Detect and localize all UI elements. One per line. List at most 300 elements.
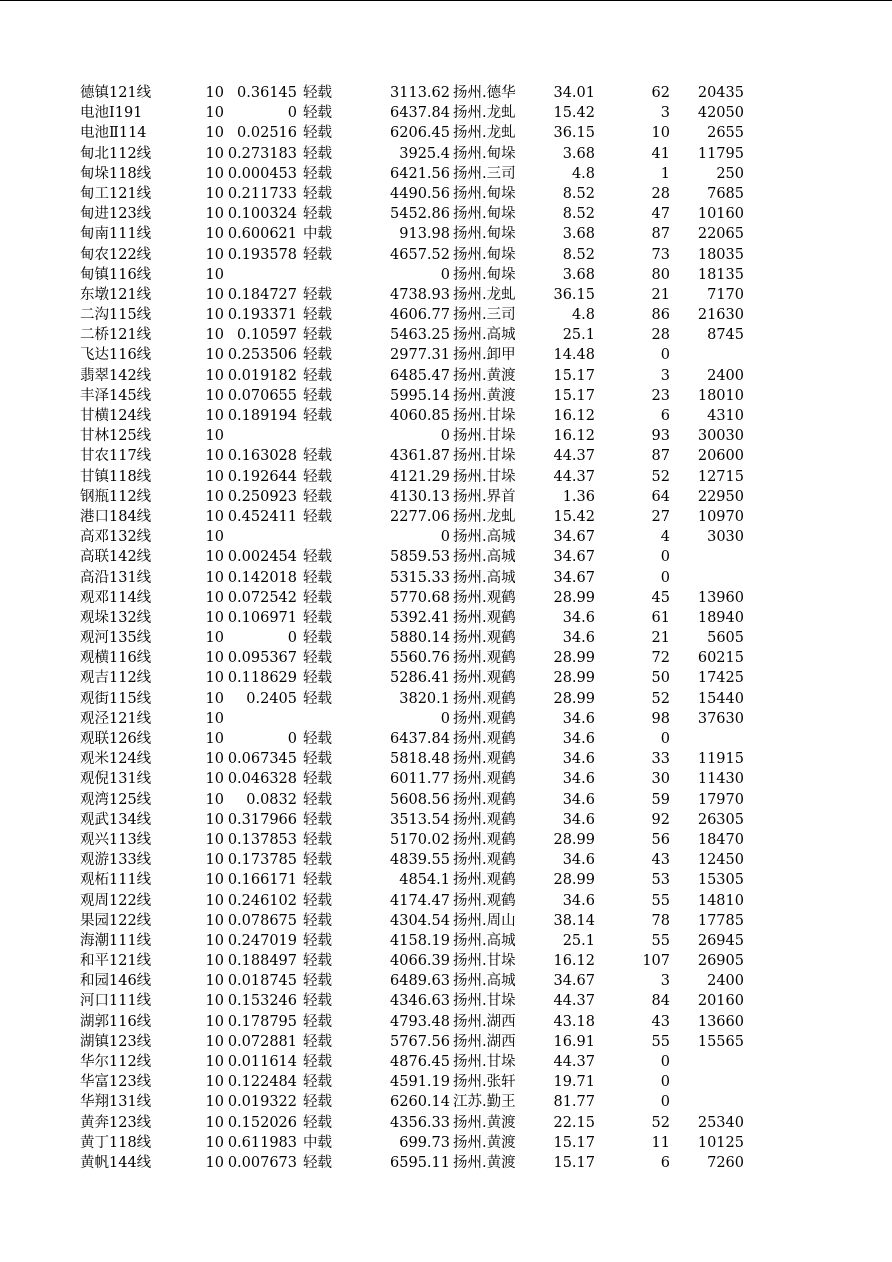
- transformer-capacity-cell: 38.14: [553, 912, 595, 929]
- load-status-cell: 轻载: [303, 690, 332, 707]
- capacity-margin-cell: 3513.54: [390, 811, 450, 828]
- voltage-cell: 10: [205, 1033, 224, 1050]
- transformer-capacity-cell: 22.15: [553, 1114, 595, 1131]
- transformer-count-cell: 6: [660, 408, 670, 424]
- substation-cell: 扬州.甘垛: [453, 428, 516, 445]
- transformer-count-cell: 62: [651, 85, 670, 101]
- table-row: [80, 204, 780, 224]
- voltage-cell: 10: [205, 1074, 224, 1091]
- load-status-cell: 轻载: [303, 609, 332, 626]
- load-ratio-cell: 0.188497: [227, 953, 297, 970]
- transformer-count-cell: 86: [651, 307, 670, 324]
- installed-capacity-cell: 12715: [697, 468, 744, 485]
- installed-capacity-cell: [680, 729, 744, 749]
- installed-capacity-cell: 10160: [697, 206, 744, 223]
- installed-capacity-cell: 25340: [697, 1114, 744, 1131]
- load-ratio-cell: 0.10597: [237, 327, 297, 344]
- table-row: [80, 628, 780, 648]
- line-name-cell: 观垛132线: [80, 609, 151, 626]
- transformer-capacity-cell: 28.99: [553, 690, 595, 707]
- transformer-count-cell: 53: [651, 872, 670, 889]
- transformer-capacity-cell: 36.15: [553, 125, 595, 142]
- load-status-cell: 轻载: [303, 307, 332, 324]
- line-name-cell: 黄帆144线: [80, 1154, 151, 1171]
- load-status-cell: 轻载: [303, 1094, 332, 1111]
- voltage-cell: 10: [205, 710, 224, 727]
- transformer-capacity-cell: 28.99: [553, 872, 595, 889]
- line-name-cell: 河口111线: [80, 993, 151, 1010]
- substation-cell: 扬州.龙虬: [453, 286, 516, 303]
- transformer-count-cell: 43: [651, 1013, 670, 1030]
- load-ratio-cell: 0.070655: [227, 387, 297, 404]
- line-name-cell: 观河135线: [80, 630, 151, 647]
- transformer-capacity-cell: 19.71: [553, 1074, 595, 1091]
- transformer-capacity-cell: 44.37: [553, 448, 595, 465]
- voltage-cell: 10: [205, 468, 224, 485]
- load-status-cell: 轻载: [303, 145, 332, 162]
- table-row: [80, 103, 780, 123]
- installed-capacity-cell: 7685: [707, 185, 744, 202]
- table-row: [80, 790, 780, 810]
- installed-capacity-cell: 20600: [697, 448, 744, 465]
- voltage-cell: 10: [205, 286, 224, 303]
- load-ratio-cell: [224, 527, 297, 547]
- transformer-capacity-cell: 81.77: [553, 1094, 595, 1111]
- installed-capacity-cell: 11430: [697, 771, 744, 788]
- line-name-cell: 甘镇118线: [80, 468, 151, 485]
- voltage-cell: 10: [205, 327, 224, 344]
- voltage-cell: 10: [205, 932, 224, 949]
- capacity-margin-cell: 5995.14: [390, 387, 450, 404]
- table-row: [80, 224, 780, 244]
- voltage-cell: 10: [205, 1154, 224, 1171]
- load-ratio-cell: 0.067345: [227, 751, 297, 768]
- installed-capacity-cell: 21630: [697, 307, 744, 324]
- capacity-margin-cell: 6437.84: [390, 105, 450, 122]
- substation-cell: 扬州.观鹤: [453, 791, 516, 808]
- installed-capacity-cell: 20160: [697, 993, 744, 1010]
- substation-cell: 扬州.高城: [453, 569, 516, 586]
- load-status-cell: 轻载: [303, 1013, 332, 1030]
- voltage-cell: 10: [205, 993, 224, 1010]
- installed-capacity-cell: 15305: [697, 872, 744, 889]
- voltage-cell: 10: [205, 508, 224, 525]
- transformer-count-cell: 61: [651, 609, 670, 626]
- transformer-capacity-cell: 14.48: [553, 347, 595, 364]
- capacity-margin-cell: 4738.93: [390, 286, 450, 303]
- table-row: [80, 951, 780, 971]
- table-row: [80, 547, 780, 567]
- load-status-cell: 轻载: [303, 165, 332, 182]
- load-ratio-cell: 0.142018: [227, 569, 297, 586]
- table-row: [80, 527, 780, 547]
- transformer-capacity-cell: 34.6: [562, 609, 595, 626]
- voltage-cell: 10: [205, 1114, 224, 1131]
- transformer-count-cell: 84: [651, 993, 670, 1010]
- table-row: [80, 1032, 780, 1052]
- voltage-cell: 10: [205, 690, 224, 707]
- transformer-count-cell: 55: [651, 892, 670, 909]
- line-name-cell: 观米124线: [80, 751, 151, 768]
- table-row: [80, 446, 780, 466]
- line-name-cell: 黄丁118线: [80, 1134, 151, 1151]
- transformer-capacity-cell: 44.37: [553, 1054, 595, 1070]
- load-status-cell: 轻载: [303, 912, 332, 929]
- substation-cell: 扬州.高城: [453, 932, 516, 949]
- load-status-cell: 轻载: [303, 731, 332, 747]
- transformer-capacity-cell: 34.67: [553, 973, 595, 990]
- transformer-count-cell: 10: [651, 125, 670, 142]
- table-row: [80, 406, 780, 426]
- load-status-cell: [303, 527, 343, 547]
- transformer-capacity-cell: 3.68: [562, 145, 595, 162]
- transformer-capacity-cell: 15.42: [553, 105, 595, 122]
- table-row: [80, 507, 780, 527]
- table-row: [80, 729, 780, 749]
- load-ratio-cell: 0: [287, 105, 297, 122]
- transformer-count-cell: 0: [660, 347, 670, 364]
- substation-cell: 扬州.甸垛: [453, 226, 516, 243]
- line-name-cell: 甘林125线: [80, 428, 151, 445]
- capacity-margin-cell: 3925.4: [399, 145, 450, 162]
- transformer-count-cell: 27: [651, 508, 670, 525]
- line-name-cell: 甸镇116线: [80, 266, 151, 283]
- table-row: [80, 1133, 780, 1153]
- line-name-cell: 湖郭116线: [80, 1013, 151, 1030]
- load-status-cell: 轻载: [303, 569, 332, 586]
- substation-cell: 扬州.高城: [453, 529, 516, 546]
- load-ratio-cell: 0.163028: [227, 448, 297, 465]
- load-status-cell: 轻载: [303, 549, 332, 566]
- page-top-border: [0, 0, 892, 1]
- load-status-cell: 轻载: [303, 185, 332, 202]
- voltage-cell: 10: [205, 165, 224, 182]
- line-name-cell: 果园122线: [80, 912, 151, 929]
- substation-cell: 扬州.黄渡: [453, 1114, 516, 1131]
- transformer-capacity-cell: 43.18: [553, 1013, 595, 1030]
- load-status-cell: 轻载: [303, 650, 332, 667]
- installed-capacity-cell: [680, 1052, 744, 1072]
- transformer-capacity-cell: 1.36: [562, 488, 595, 505]
- load-status-cell: 轻载: [303, 85, 332, 101]
- transformer-capacity-cell: 34.6: [562, 751, 595, 768]
- load-ratio-cell: [224, 265, 297, 285]
- load-ratio-cell: 0.173785: [227, 852, 297, 869]
- voltage-cell: 10: [205, 549, 224, 566]
- installed-capacity-cell: [680, 1092, 744, 1112]
- capacity-margin-cell: 4591.19: [390, 1074, 450, 1091]
- substation-cell: 扬州.黄渡: [453, 387, 516, 404]
- voltage-cell: 10: [205, 1054, 224, 1070]
- substation-cell: 扬州.周山: [453, 912, 516, 929]
- table-row: [80, 830, 780, 850]
- transformer-capacity-cell: 28.99: [553, 831, 595, 848]
- installed-capacity-cell: 11915: [697, 751, 744, 768]
- substation-cell: 扬州.甸垛: [453, 246, 516, 263]
- voltage-cell: 10: [205, 872, 224, 889]
- line-name-cell: 观倪131线: [80, 771, 151, 788]
- voltage-cell: 10: [205, 408, 224, 424]
- capacity-margin-cell: 6206.45: [390, 125, 450, 142]
- load-status-cell: 轻载: [303, 993, 332, 1010]
- substation-cell: 扬州.甘垛: [453, 993, 516, 1010]
- substation-cell: 扬州.观鹤: [453, 831, 516, 848]
- load-ratio-cell: 0.192644: [227, 468, 297, 485]
- transformer-count-cell: 52: [651, 468, 670, 485]
- line-name-cell: 湖镇123线: [80, 1033, 151, 1050]
- capacity-margin-cell: 2277.06: [390, 508, 450, 525]
- transformer-count-cell: 11: [651, 1134, 670, 1151]
- line-name-cell: 电池Ⅰ191: [80, 105, 143, 122]
- capacity-margin-cell: 0: [440, 428, 450, 445]
- voltage-cell: 10: [205, 246, 224, 263]
- substation-cell: 扬州.卸甲: [453, 347, 516, 364]
- capacity-margin-cell: 0: [440, 710, 450, 727]
- transformer-count-cell: 1: [660, 165, 670, 182]
- load-status-cell: 轻载: [303, 367, 332, 384]
- load-status-cell: 轻载: [303, 932, 332, 949]
- substation-cell: 扬州.界首: [453, 488, 516, 505]
- load-ratio-cell: 0.095367: [227, 650, 297, 667]
- substation-cell: 江苏.勤王: [453, 1094, 516, 1111]
- line-name-cell: 甸北112线: [80, 145, 151, 162]
- installed-capacity-cell: 10125: [697, 1134, 744, 1151]
- capacity-margin-cell: 4361.87: [390, 448, 450, 465]
- transformer-capacity-cell: 44.37: [553, 993, 595, 1010]
- line-name-cell: 甸进123线: [80, 206, 151, 223]
- load-ratio-cell: 0.137853: [227, 831, 297, 848]
- transformer-count-cell: 41: [651, 145, 670, 162]
- substation-cell: 扬州.黄渡: [453, 1134, 516, 1151]
- installed-capacity-cell: 17970: [697, 791, 744, 808]
- transformer-count-cell: 52: [651, 1114, 670, 1131]
- load-status-cell: 轻载: [303, 872, 332, 889]
- substation-cell: 扬州.观鹤: [453, 690, 516, 707]
- transformer-capacity-cell: 15.17: [553, 367, 595, 384]
- transformer-count-cell: 30: [651, 771, 670, 788]
- installed-capacity-cell: 7170: [707, 286, 744, 303]
- capacity-margin-cell: 5770.68: [390, 589, 450, 606]
- transformer-count-cell: 73: [651, 246, 670, 263]
- capacity-margin-cell: 4657.52: [390, 246, 450, 263]
- voltage-cell: 10: [205, 529, 224, 546]
- installed-capacity-cell: 37630: [697, 710, 744, 727]
- load-ratio-cell: 0.018745: [227, 973, 297, 990]
- line-name-cell: 钢瓶112线: [80, 488, 151, 505]
- capacity-margin-cell: 4158.19: [390, 932, 450, 949]
- load-status-cell: 轻载: [303, 811, 332, 828]
- line-name-cell: 二沟115线: [80, 307, 151, 324]
- table-row: [80, 184, 780, 204]
- spreadsheet-table: [80, 83, 780, 1173]
- voltage-cell: 10: [205, 731, 224, 747]
- capacity-margin-cell: 5818.48: [390, 751, 450, 768]
- load-ratio-cell: 0.152026: [227, 1114, 297, 1131]
- load-status-cell: 中载: [303, 1134, 332, 1151]
- line-name-cell: 华翔131线: [80, 1094, 151, 1111]
- installed-capacity-cell: 12450: [697, 852, 744, 869]
- transformer-capacity-cell: 34.6: [562, 791, 595, 808]
- load-ratio-cell: 0.36145: [237, 85, 297, 101]
- capacity-margin-cell: 4356.33: [390, 1114, 450, 1131]
- load-status-cell: 轻载: [303, 953, 332, 970]
- capacity-margin-cell: 5315.33: [390, 569, 450, 586]
- transformer-count-cell: 3: [660, 367, 670, 384]
- load-status-cell: 轻载: [303, 448, 332, 465]
- installed-capacity-cell: 3030: [707, 529, 744, 546]
- transformer-capacity-cell: 28.99: [553, 670, 595, 687]
- load-status-cell: 轻载: [303, 1054, 332, 1070]
- voltage-cell: 10: [205, 751, 224, 768]
- transformer-capacity-cell: 15.17: [553, 387, 595, 404]
- load-status-cell: [303, 265, 343, 285]
- table-row: [80, 971, 780, 991]
- substation-cell: 扬州.龙虬: [453, 125, 516, 142]
- table-row: [80, 891, 780, 911]
- substation-cell: 扬州.高城: [453, 973, 516, 990]
- transformer-capacity-cell: 34.67: [553, 549, 595, 566]
- transformer-count-cell: 28: [651, 185, 670, 202]
- transformer-count-cell: 45: [651, 589, 670, 606]
- voltage-cell: 10: [205, 670, 224, 687]
- load-ratio-cell: 0.019322: [227, 1094, 297, 1111]
- transformer-count-cell: 21: [651, 630, 670, 647]
- substation-cell: 扬州.甸垛: [453, 185, 516, 202]
- transformer-capacity-cell: 34.6: [562, 892, 595, 909]
- transformer-count-cell: 107: [642, 953, 670, 970]
- capacity-margin-cell: 0: [440, 529, 450, 546]
- installed-capacity-cell: 26945: [697, 932, 744, 949]
- transformer-count-cell: 87: [651, 448, 670, 465]
- capacity-margin-cell: 913.98: [399, 226, 450, 243]
- transformer-capacity-cell: 34.6: [562, 731, 595, 747]
- transformer-count-cell: 3: [660, 105, 670, 122]
- transformer-count-cell: 72: [651, 650, 670, 667]
- load-status-cell: 轻载: [303, 670, 332, 687]
- table-row: [80, 325, 780, 345]
- transformer-count-cell: 56: [651, 831, 670, 848]
- transformer-count-cell: 55: [651, 932, 670, 949]
- capacity-margin-cell: 5859.53: [390, 549, 450, 566]
- load-status-cell: 轻载: [303, 468, 332, 485]
- capacity-margin-cell: 3820.1: [399, 690, 450, 707]
- load-ratio-cell: 0.106971: [227, 609, 297, 626]
- line-name-cell: 观吉112线: [80, 670, 151, 687]
- transformer-capacity-cell: 36.15: [553, 286, 595, 303]
- load-ratio-cell: 0.072542: [227, 589, 297, 606]
- load-status-cell: 轻载: [303, 630, 332, 647]
- voltage-cell: 10: [205, 569, 224, 586]
- line-name-cell: 高联142线: [80, 549, 151, 566]
- table-row: [80, 1092, 780, 1112]
- load-ratio-cell: 0.000453: [227, 165, 297, 182]
- transformer-count-cell: 23: [651, 387, 670, 404]
- voltage-cell: 10: [205, 892, 224, 909]
- load-ratio-cell: 0.02516: [237, 125, 297, 142]
- installed-capacity-cell: 18035: [697, 246, 744, 263]
- voltage-cell: 10: [205, 266, 224, 283]
- installed-capacity-cell: 2400: [707, 367, 744, 384]
- voltage-cell: 10: [205, 1134, 224, 1151]
- capacity-margin-cell: 4130.13: [390, 488, 450, 505]
- voltage-cell: 10: [205, 912, 224, 929]
- line-name-cell: 海潮111线: [80, 932, 151, 949]
- installed-capacity-cell: 60215: [697, 650, 744, 667]
- transformer-count-cell: 33: [651, 751, 670, 768]
- transformer-capacity-cell: 15.17: [553, 1134, 595, 1151]
- installed-capacity-cell: 14810: [697, 892, 744, 909]
- capacity-margin-cell: 6437.84: [390, 731, 450, 747]
- substation-cell: 扬州.观鹤: [453, 811, 516, 828]
- line-name-cell: 甘横124线: [80, 408, 151, 424]
- capacity-margin-cell: 0: [440, 266, 450, 283]
- installed-capacity-cell: 26905: [697, 953, 744, 970]
- load-status-cell: 轻载: [303, 246, 332, 263]
- table-row: [80, 1153, 780, 1173]
- transformer-count-cell: 55: [651, 1033, 670, 1050]
- transformer-count-cell: 0: [660, 569, 670, 586]
- table-row: [80, 668, 780, 688]
- load-ratio-cell: 0.002454: [227, 549, 297, 566]
- load-status-cell: 轻载: [303, 125, 332, 142]
- capacity-margin-cell: 4490.56: [390, 185, 450, 202]
- load-ratio-cell: 0.317966: [227, 811, 297, 828]
- capacity-margin-cell: 6421.56: [390, 165, 450, 182]
- substation-cell: 扬州.德华: [453, 85, 516, 101]
- load-ratio-cell: 0.019182: [227, 367, 297, 384]
- load-ratio-cell: 0.153246: [227, 993, 297, 1010]
- table-row: [80, 588, 780, 608]
- load-status-cell: 轻载: [303, 791, 332, 808]
- voltage-cell: 10: [205, 448, 224, 465]
- load-status-cell: 轻载: [303, 387, 332, 404]
- transformer-count-cell: 6: [660, 1154, 670, 1171]
- installed-capacity-cell: 2655: [707, 125, 744, 142]
- transformer-capacity-cell: 44.37: [553, 468, 595, 485]
- transformer-count-cell: 50: [651, 670, 670, 687]
- table-row: [80, 487, 780, 507]
- voltage-cell: 10: [205, 791, 224, 808]
- table-row: [80, 870, 780, 890]
- voltage-cell: 10: [205, 367, 224, 384]
- capacity-margin-cell: 5880.14: [390, 630, 450, 647]
- substation-cell: 扬州.观鹤: [453, 771, 516, 788]
- installed-capacity-cell: 18010: [697, 387, 744, 404]
- load-ratio-cell: 0.007673: [227, 1154, 297, 1171]
- substation-cell: 扬州.高城: [453, 549, 516, 566]
- table-row: [80, 285, 780, 305]
- load-status-cell: 轻载: [303, 347, 332, 364]
- transformer-capacity-cell: 16.91: [553, 1033, 595, 1050]
- capacity-margin-cell: 4793.48: [390, 1013, 450, 1030]
- load-ratio-cell: [224, 709, 297, 729]
- voltage-cell: 10: [205, 347, 224, 364]
- substation-cell: 扬州.甘垛: [453, 953, 516, 970]
- transformer-count-cell: 93: [651, 428, 670, 445]
- transformer-capacity-cell: 28.99: [553, 650, 595, 667]
- line-name-cell: 观湾125线: [80, 791, 151, 808]
- line-name-cell: 丰泽145线: [80, 387, 151, 404]
- table-row: [80, 386, 780, 406]
- load-ratio-cell: 0.178795: [227, 1013, 297, 1030]
- substation-cell: 扬州.观鹤: [453, 630, 516, 647]
- line-name-cell: 德镇121线: [80, 85, 151, 101]
- load-ratio-cell: 0.253506: [227, 347, 297, 364]
- load-status-cell: 轻载: [303, 892, 332, 909]
- transformer-capacity-cell: 28.99: [553, 589, 595, 606]
- substation-cell: 扬州.甸垛: [453, 206, 516, 223]
- capacity-margin-cell: 4876.45: [390, 1054, 450, 1070]
